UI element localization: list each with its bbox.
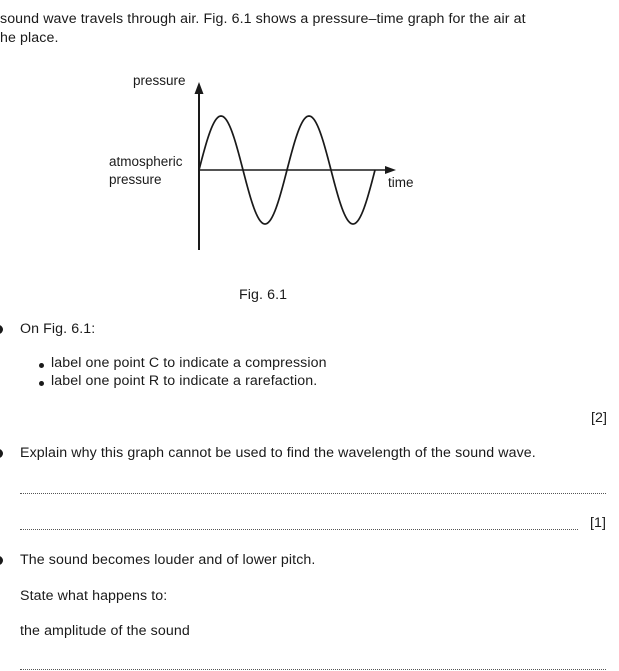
question-marker [0, 449, 3, 458]
x-axis-label: time [388, 175, 414, 190]
atmospheric-label-line-2: pressure [109, 172, 162, 187]
intro-text-line-2: he place. [0, 30, 59, 46]
question-b-marks: [1] [590, 515, 607, 531]
answer-line-1[interactable] [20, 493, 606, 494]
figure-caption: Fig. 6.1 [239, 287, 288, 303]
bullet-item-rarefaction: label one point R to indicate a rarefaction. [51, 373, 318, 389]
pressure-time-graph [100, 70, 430, 260]
question-marker [0, 325, 3, 334]
graph-svg [100, 70, 430, 260]
time-axis-arrowhead-icon [385, 166, 396, 174]
bullet-icon [39, 381, 44, 386]
question-a-marks: [2] [591, 410, 608, 426]
question-c-part-label: the amplitude of the sound [20, 623, 190, 639]
question-b-prompt: Explain why this graph cannot be used to find the wavelength of the sound wave. [20, 445, 536, 461]
question-c-instruction: State what happens to: [20, 588, 168, 604]
answer-line-3[interactable] [20, 669, 606, 670]
answer-line-2[interactable] [20, 529, 578, 530]
question-marker [0, 556, 3, 565]
y-axis-arrowhead-icon [195, 82, 204, 94]
bullet-item-compression: label one point C to indicate a compression [51, 355, 327, 371]
y-axis-label: pressure [133, 73, 186, 88]
question-a-prompt: On Fig. 6.1: [20, 321, 96, 337]
bullet-icon [39, 363, 44, 368]
question-c-statement: The sound becomes louder and of lower pitch. [20, 552, 316, 568]
atmospheric-label-line-1: atmospheric [109, 154, 183, 169]
intro-text-line-1: sound wave travels through air. Fig. 6.1 shows a pressure–time graph for the air at [0, 11, 526, 27]
